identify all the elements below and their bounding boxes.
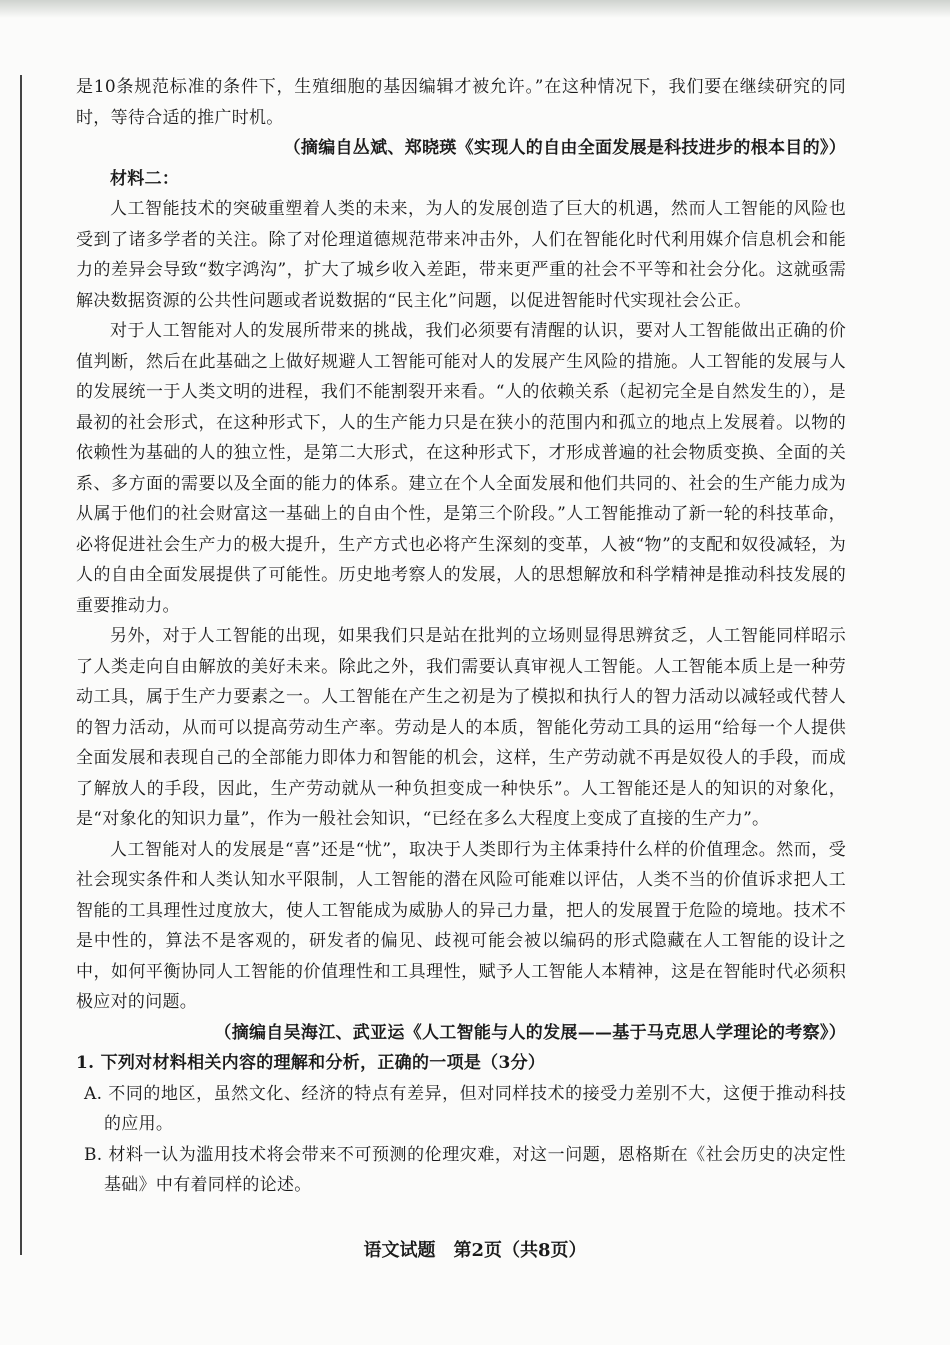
question-1-option-b: B. 材料一认为滥用技术将会带来不可预测的伦理灾难，对这一问题，恩格斯在《社会历史的决定性基础》中有着同样的论述。: [84, 1144, 846, 1195]
source-citation-2: （摘编自吴海江、武亚运《人工智能与人的发展——基于马克思人学理论的考察》）: [214, 1022, 846, 1043]
material-2-paragraph-3: 另外，对于人工智能的出现，如果我们只是站在批判的立场则显得思辨贫乏，人工智能同样昭示了人类走向自由解放的美好未来。除此之外，我们需要认真审视人工智能。人工智能本质上是一种劳动工具，属于生产力要素之一。人工智能在产生之初是为了模拟和执行人的智力活动以减轻或代替人的智力活动，从而可以提高劳动生产率。劳动是人的本质，智能化劳动工具的运用“给每一个人提供全面发展和表现自己的全部能力即体力和智能的机会，这样，生产劳动就不再是奴役人的手段，而成了解放人的手段，因此，生产劳动就从一种负担变成一种快乐”。人工智能还是人的知识的对象化，是“对象化的知识力量”，作为一般社会知识，“已经在多么大程度上变成了直接的生产力”。: [76, 626, 846, 829]
material-2-paragraph-1: 人工智能技术的突破重塑着人类的未来，为人的发展创造了巨大的机遇，然而人工智能的风险也受到了诸多学者的关注。除了对伦理道德规范带来冲击外，人们在智能化时代利用媒介信息机会和能力的差异会导致“数字鸿沟”，扩大了城乡收入差距，带来更严重的社会不平等和社会分化。这就亟需解决数据资源的公共性问题或者说数据的“民主化”问题，以促进智能时代实现社会公正。: [76, 199, 846, 311]
scan-top-edge: [0, 0, 950, 18]
question-1-stem: 1. 下列对材料相关内容的理解和分析，正确的一项是（3分）: [76, 1053, 546, 1073]
material-2-paragraph-4: 人工智能对人的发展是“喜”还是“忧”，取决于人类即行为主体秉持什么样的价值理念。然而，受社会现实条件和人类认知水平限制，人工智能的潜在风险可能难以评估，人类不当的价值诉求把人工智能的工具理性过度放大，使人工智能成为威胁人的异己力量，把人的发展置于危险的境地。技术不是中性的，算法不是客观的，研发者的偏见、歧视可能会被以编码的形式隐藏在人工智能的设计之中，如何平衡协同人工智能的价值理性和工具理性，赋予人工智能人本精神，这是在智能时代必须积极应对的问题。: [76, 839, 846, 1012]
material-2-heading: 材料二：: [110, 168, 180, 189]
page-content: [76, 72, 846, 1201]
page-footer: 语文试题 第2页（共8页）: [363, 1240, 587, 1261]
source-citation-1: （摘编自丛斌、郑晓瑛《实现人的自由全面发展是科技进步的根本目的》）: [283, 138, 846, 158]
material-2-paragraph-2: 对于人工智能对人的发展所带来的挑战，我们必须要有清醒的认识，要对人工智能做出正确的价值判断，然后在此基础之上做好规避人工智能可能对人的发展产生风险的措施。人工智能的发展与人的发展统一于人类文明的进程，我们不能割裂开来看。“人的依赖关系（起初完全是自然发生的），是最初的社会形式，在这种形式下，人的生产能力只是在狭小的范围内和孤立的地点上发展着。以物的依赖性为基础的人的独立性，是第二大形式，在这种形式下，才形成普遍的社会物质变换、全面的关系、多方面的需要以及全面的能力的体系。建立在个人全面发展和他们共同的、社会的生产能力成为从属于他们的社会财富这一基础上的自由个性，是第三个阶段。”人工智能推动了新一轮的科技革命，必将促进社会生产力的极大提升，生产方式也必将产生深刻的变革，人被“物”的支配和奴役减轻，为人的自由全面发展提供了可能性。历史地考察人的发展，人的思想解放和科学精神是推动科技发展的重要推动力。: [76, 321, 846, 616]
question-1-option-a: A. 不同的地区，虽然文化、经济的特点有差异，但对同样技术的接受力差别不大，这便于推动科技的应用。: [84, 1083, 846, 1134]
continued-paragraph: 是10条规范标准的条件下，生殖细胞的基因编辑才被允许。”在这种情况下，我们要在继续研究的同时，等待合适的推广时机。: [76, 77, 846, 128]
binding-line: [20, 75, 22, 1255]
